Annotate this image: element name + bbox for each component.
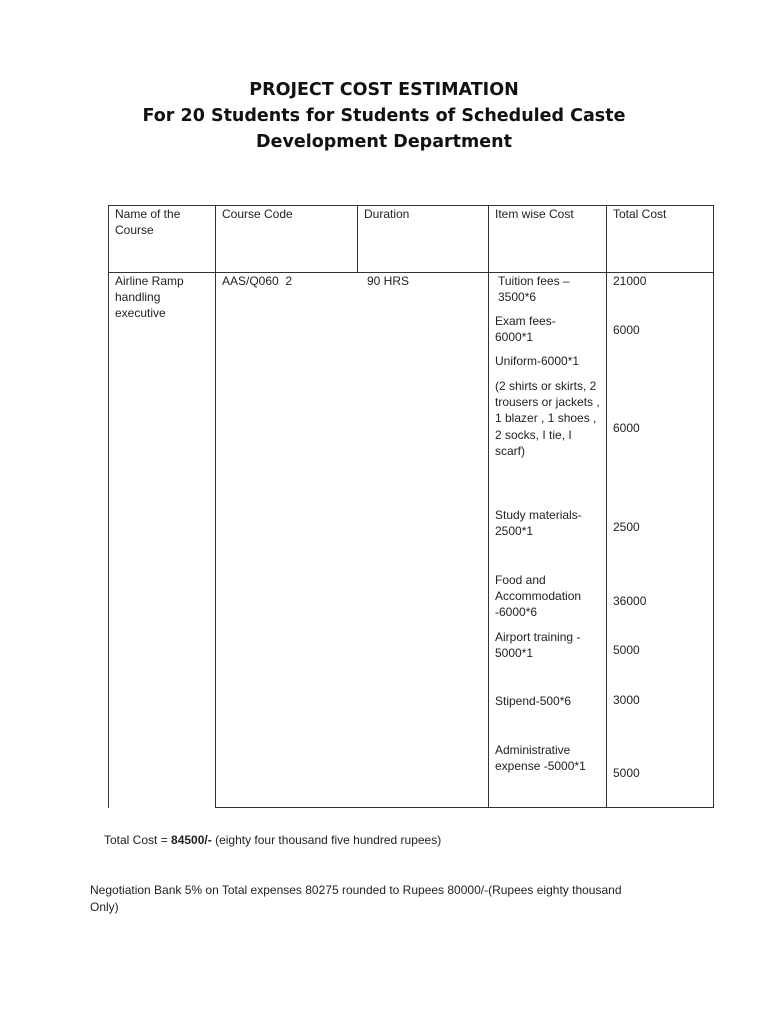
table-left-border	[108, 205, 109, 808]
item-uniform: Uniform-6000*1	[495, 354, 580, 368]
amount-administrative-expense: 5000	[613, 766, 640, 780]
header-course-code: Course Code	[222, 207, 293, 221]
negotiation-note: Negotiation Bank 5% on Total expenses 80275 rounded to Rupees 80000/-(Rupees eighty thousand Only)	[90, 883, 622, 914]
document-subtitle-line1: For 20 Students for Students of Scheduled Caste	[142, 106, 626, 126]
document-subtitle-line2: Development Department	[256, 132, 512, 152]
item-exam-fees: Exam fees- 6000*1	[495, 314, 556, 345]
header-duration: Duration	[364, 207, 410, 221]
amount-uniform: 6000	[613, 421, 640, 435]
total-cost-words: (eighty four thousand five hundred rupees)	[211, 833, 442, 847]
table-col-divider-2	[357, 205, 358, 273]
item-uniform-details: (2 shirts or skirts, 2 trousers or jackets , 1 blazer , 1 shoes , 2 socks, I tie, I scarf)	[495, 379, 600, 458]
amount-airport-training: 5000	[613, 643, 640, 657]
item-airport-training: Airport training - 5000*1	[495, 630, 581, 661]
item-stipend: Stipend-500*6	[495, 694, 572, 708]
duration-cell: 90 HRS	[367, 274, 410, 288]
item-food-accommodation: Food and Accommodation -6000*6	[495, 573, 582, 620]
header-course-name: Name of the Course	[115, 207, 181, 238]
course-code-cell: AAS/Q060 2	[222, 274, 293, 288]
header-total-cost: Total Cost	[613, 207, 667, 221]
amount-stipend: 3000	[613, 693, 640, 707]
total-cost-amount: 84500/-	[171, 833, 212, 847]
amount-exam-fees: 6000	[613, 323, 640, 337]
item-tuition-fees: Tuition fees – 3500*6	[498, 274, 570, 305]
table-bottom-border	[215, 807, 714, 808]
course-name-cell: Airline Ramp handling executive	[115, 274, 184, 321]
total-cost-prefix: Total Cost =	[104, 833, 172, 847]
total-cost-note	[104, 832, 704, 849]
table-col-divider-1	[215, 205, 216, 808]
amount-study-materials: 2500	[613, 520, 640, 534]
amount-tuition-fees: 21000	[613, 274, 647, 288]
table-col-divider-4	[606, 205, 607, 808]
header-item-wise-cost: Item wise Cost	[495, 207, 574, 221]
item-study-materials: Study materials- 2500*1	[495, 508, 582, 539]
item-administrative-expense: Administrative expense -5000*1	[495, 743, 586, 774]
table-col-divider-3	[488, 205, 489, 808]
amount-food-accommodation: 36000	[613, 594, 647, 608]
document-title: PROJECT COST ESTIMATION	[249, 80, 519, 100]
table-right-border	[713, 205, 714, 808]
